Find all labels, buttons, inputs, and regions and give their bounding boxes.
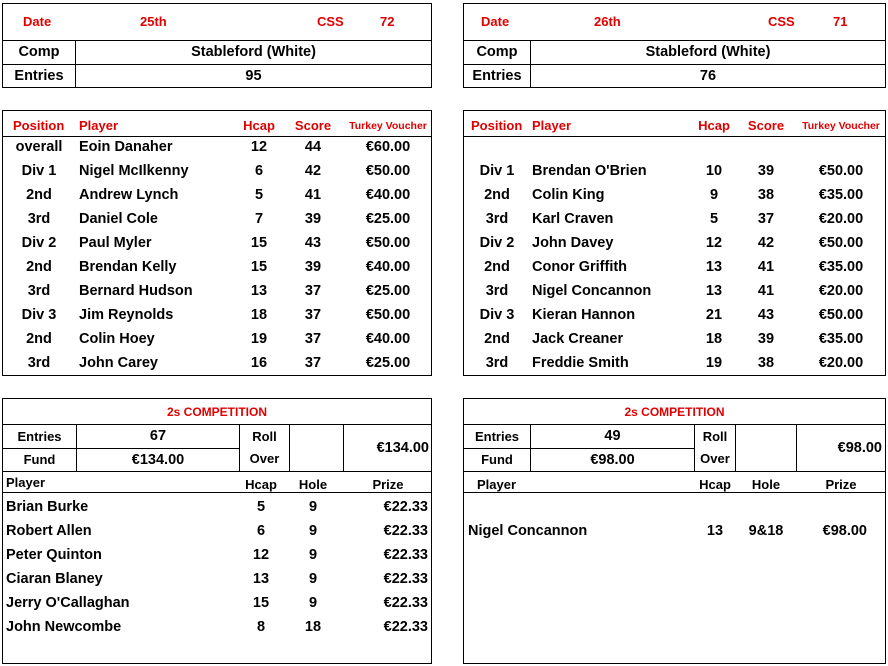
- css-value: 71: [833, 14, 848, 29]
- twos-title: 2s COMPETITION: [166, 405, 267, 419]
- twos-hcap: 5: [256, 499, 266, 515]
- result-score: 37: [304, 355, 322, 371]
- divider: [3, 64, 431, 65]
- twos-hcap: 6: [256, 523, 266, 539]
- col-position: Position: [13, 118, 65, 133]
- result-position: 3rd: [485, 355, 509, 371]
- divider: [464, 424, 885, 425]
- css-label: CSS: [768, 14, 795, 29]
- twos-fund-value: €134.00: [131, 452, 185, 468]
- result-player: Karl Craven: [532, 211, 614, 227]
- result-prize: €25.00: [365, 283, 411, 299]
- twos-hole: 9: [308, 499, 318, 515]
- comp-value: Stableford (White): [191, 44, 316, 60]
- divider: [3, 448, 239, 449]
- divider: [464, 471, 885, 472]
- result-position: Div 1: [479, 163, 515, 179]
- twos-col-hcap: Hcap: [699, 477, 731, 492]
- twos-hole: 9: [308, 547, 318, 563]
- result-player: Andrew Lynch: [79, 187, 179, 203]
- result-score: 39: [304, 259, 322, 275]
- result-player: Nigel McIlkenny: [79, 163, 189, 179]
- result-hcap: 18: [705, 331, 723, 347]
- result-prize: €20.00: [818, 211, 864, 227]
- entries-label: Entries: [14, 68, 64, 84]
- twos-hole: 18: [304, 619, 322, 635]
- twos-player: Peter Quinton: [6, 547, 102, 563]
- divider: [464, 64, 885, 65]
- result-score: 38: [757, 187, 775, 203]
- col-score: Score: [747, 118, 785, 133]
- over-label: Over: [249, 451, 280, 466]
- divider: [464, 448, 694, 449]
- col-hcap: Hcap: [243, 118, 275, 133]
- twos-hole: 9&18: [748, 523, 784, 539]
- result-hcap: 5: [709, 211, 719, 227]
- result-prize: €35.00: [818, 259, 864, 275]
- date-value: 26th: [594, 14, 621, 29]
- result-hcap: 18: [250, 307, 268, 323]
- col-turkey-voucher: Turkey Voucher: [349, 120, 427, 132]
- result-prize: €50.00: [818, 235, 864, 251]
- result-hcap: 7: [254, 211, 264, 227]
- col-hcap: Hcap: [698, 118, 730, 133]
- twos-hcap: 15: [252, 595, 270, 611]
- result-score: 41: [757, 283, 775, 299]
- twos-title: 2s COMPETITION: [624, 405, 725, 419]
- result-prize: €20.00: [818, 355, 864, 371]
- date-value: 25th: [140, 14, 167, 29]
- result-position: 3rd: [485, 211, 509, 227]
- result-hcap: 9: [709, 187, 719, 203]
- twos-hcap: 8: [256, 619, 266, 635]
- result-hcap: 15: [250, 235, 268, 251]
- twos-prize: €22.33: [383, 499, 428, 515]
- entries-value: 76: [699, 68, 717, 84]
- result-hcap: 13: [250, 283, 268, 299]
- twos-player: Brian Burke: [6, 499, 89, 515]
- result-prize: €50.00: [365, 307, 411, 323]
- twos-col-hole: Hole: [298, 477, 328, 492]
- twos-prize: €22.33: [383, 571, 428, 587]
- divider: [464, 136, 885, 137]
- result-player: Colin Hoey: [79, 331, 155, 347]
- result-position: overall: [15, 139, 63, 155]
- result-player: Freddie Smith: [532, 355, 629, 371]
- comp-label: Comp: [476, 44, 518, 60]
- result-player: Daniel Cole: [79, 211, 158, 227]
- result-score: 42: [304, 163, 322, 179]
- result-player: Bernard Hudson: [79, 283, 193, 299]
- result-position: Div 3: [479, 307, 515, 323]
- result-hcap: 13: [705, 259, 723, 275]
- date-label: Date: [23, 14, 52, 29]
- twos-prize: €22.33: [383, 547, 428, 563]
- twos-entries-label: Entries: [17, 429, 62, 444]
- left-twos-box: [2, 398, 432, 664]
- twos-fund-label: Fund: [481, 452, 513, 467]
- result-prize: €60.00: [365, 139, 411, 155]
- result-hcap: 6: [254, 163, 264, 179]
- result-hcap: 19: [705, 355, 723, 371]
- result-position: 3rd: [27, 211, 51, 227]
- divider: [3, 136, 431, 137]
- twos-total: €98.00: [837, 440, 882, 456]
- result-position: 2nd: [484, 187, 510, 203]
- roll-label: Roll: [252, 429, 277, 444]
- left-results-table: [2, 110, 432, 376]
- result-hcap: 16: [250, 355, 268, 371]
- comp-label: Comp: [18, 44, 60, 60]
- result-position: Div 3: [21, 307, 57, 323]
- divider: [464, 40, 885, 41]
- twos-player: Robert Allen: [6, 523, 92, 539]
- twos-entries-label: Entries: [474, 429, 520, 444]
- result-prize: €50.00: [818, 163, 864, 179]
- col-turkey-voucher: Turkey Voucher: [802, 120, 880, 132]
- result-score: 41: [304, 187, 322, 203]
- result-hcap: 12: [250, 139, 268, 155]
- twos-hole: 9: [308, 595, 318, 611]
- twos-player: John Newcombe: [6, 619, 122, 635]
- result-player: Colin King: [532, 187, 605, 203]
- result-player: Brendan O'Brien: [532, 163, 647, 179]
- entries-value: 95: [245, 68, 262, 84]
- result-player: John Davey: [532, 235, 614, 251]
- result-player: Brendan Kelly: [79, 259, 177, 275]
- twos-col-hcap: Hcap: [245, 477, 277, 492]
- result-score: 39: [304, 211, 322, 227]
- css-label: CSS: [317, 14, 344, 29]
- twos-prize: €22.33: [383, 595, 428, 611]
- twos-prize: €22.33: [383, 619, 428, 635]
- result-hcap: 5: [254, 187, 264, 203]
- twos-hole: 9: [308, 523, 318, 539]
- result-position: 2nd: [26, 187, 52, 203]
- divider: [289, 424, 290, 471]
- result-hcap: 12: [705, 235, 723, 251]
- twos-prize: €22.33: [383, 523, 428, 539]
- twos-col-player: Player: [477, 477, 517, 492]
- result-score: 43: [757, 307, 775, 323]
- css-value: 72: [380, 14, 395, 29]
- right-results-table: [463, 110, 886, 376]
- result-position: 2nd: [26, 331, 52, 347]
- result-player: Nigel Concannon: [532, 283, 652, 299]
- result-position: 2nd: [484, 259, 510, 275]
- twos-col-prize: Prize: [372, 477, 404, 492]
- twos-prize: €98.00: [822, 523, 867, 539]
- result-hcap: 21: [705, 307, 723, 323]
- divider: [735, 424, 736, 471]
- result-prize: €35.00: [818, 187, 864, 203]
- col-position: Position: [471, 118, 523, 133]
- result-prize: €50.00: [365, 163, 411, 179]
- col-score: Score: [294, 118, 332, 133]
- divider: [3, 471, 431, 472]
- result-score: 39: [757, 163, 775, 179]
- result-prize: €25.00: [365, 355, 411, 371]
- result-score: 41: [757, 259, 775, 275]
- result-position: 3rd: [27, 283, 51, 299]
- result-player: Kieran Hannon: [532, 307, 636, 323]
- result-player: Eoin Danaher: [79, 139, 173, 155]
- result-hcap: 10: [705, 163, 723, 179]
- result-position: Div 1: [21, 163, 57, 179]
- divider: [3, 40, 431, 41]
- twos-hole: 9: [308, 571, 318, 587]
- twos-player: Jerry O'Callaghan: [6, 595, 130, 611]
- result-prize: €35.00: [818, 331, 864, 347]
- col-player: Player: [532, 118, 572, 133]
- result-hcap: 19: [250, 331, 268, 347]
- result-player: Paul Myler: [79, 235, 152, 251]
- twos-col-prize: Prize: [825, 477, 857, 492]
- result-hcap: 13: [705, 283, 723, 299]
- result-prize: €50.00: [365, 235, 411, 251]
- twos-total: €134.00: [376, 440, 429, 456]
- result-score: 39: [757, 331, 775, 347]
- result-score: 44: [304, 139, 322, 155]
- result-player: Jack Creaner: [532, 331, 624, 347]
- entries-label: Entries: [472, 68, 522, 84]
- comp-value: Stableford (White): [645, 44, 771, 60]
- result-prize: €40.00: [365, 187, 411, 203]
- result-score: 37: [304, 331, 322, 347]
- date-label: Date: [481, 14, 510, 29]
- twos-col-player: Player: [6, 475, 46, 490]
- twos-player: Nigel Concannon: [468, 523, 588, 539]
- result-score: 37: [757, 211, 775, 227]
- result-prize: €40.00: [365, 259, 411, 275]
- roll-label: Roll: [702, 429, 728, 444]
- result-score: 37: [304, 283, 322, 299]
- twos-fund-value: €98.00: [590, 452, 635, 468]
- result-position: Div 2: [21, 235, 57, 251]
- result-player: Conor Griffith: [532, 259, 628, 275]
- left-header-box: [2, 3, 432, 88]
- result-position: 2nd: [484, 331, 510, 347]
- twos-entries-value: 67: [149, 428, 167, 444]
- result-prize: €50.00: [818, 307, 864, 323]
- result-score: 42: [757, 235, 775, 251]
- result-score: 37: [304, 307, 322, 323]
- result-player: John Carey: [79, 355, 158, 371]
- result-hcap: 15: [250, 259, 268, 275]
- twos-hcap: 12: [252, 547, 270, 563]
- twos-entries-value: 49: [604, 428, 621, 444]
- result-prize: €40.00: [365, 331, 411, 347]
- twos-hcap: 13: [706, 523, 724, 539]
- result-prize: €25.00: [365, 211, 411, 227]
- result-player: Jim Reynolds: [79, 307, 174, 323]
- right-twos-box: [463, 398, 886, 664]
- divider: [3, 424, 431, 425]
- twos-fund-label: Fund: [23, 452, 56, 467]
- over-label: Over: [700, 451, 730, 466]
- result-position: 3rd: [485, 283, 509, 299]
- twos-player: Ciaran Blaney: [6, 571, 103, 587]
- result-position: 3rd: [27, 355, 51, 371]
- result-prize: €20.00: [818, 283, 864, 299]
- twos-col-hole: Hole: [751, 477, 781, 492]
- result-position: Div 2: [479, 235, 515, 251]
- twos-hcap: 13: [252, 571, 270, 587]
- right-header-box: [463, 3, 886, 88]
- col-player: Player: [79, 118, 119, 133]
- result-score: 43: [304, 235, 322, 251]
- result-score: 38: [757, 355, 775, 371]
- result-position: 2nd: [26, 259, 52, 275]
